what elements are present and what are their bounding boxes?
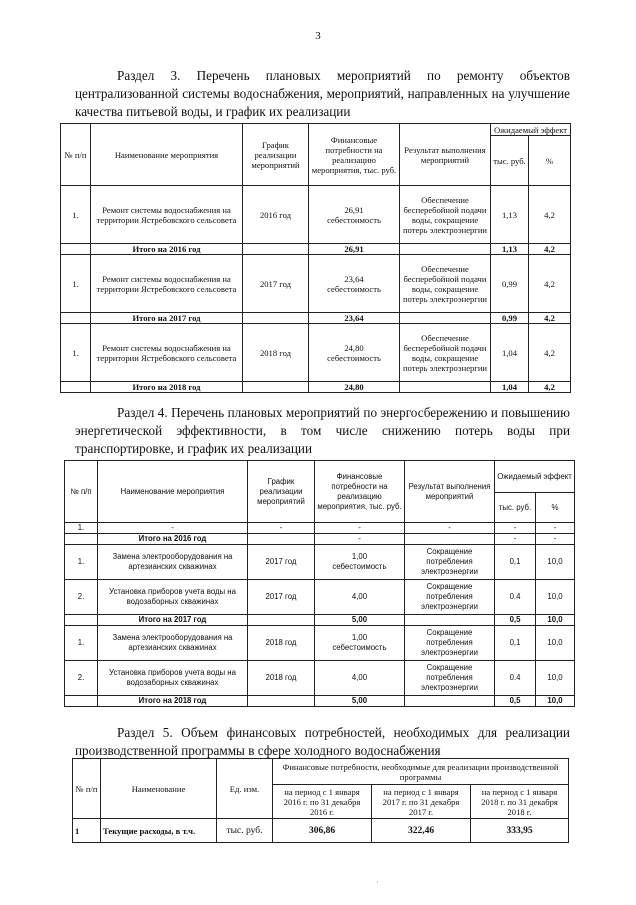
col-num-header: № п/п — [65, 461, 98, 523]
table-row: 1. Ремонт системы водоснабжения на территории Ястребовского сельсовета 2017 год 23,64 себестоимость Обеспечение бесперебойной подачи воды, сокращение потерь электроэнергии 0,99 4,2 — [61, 255, 571, 313]
page-number: 3 — [315, 30, 321, 42]
col-unit-header: Ед. изм. — [217, 759, 273, 819]
col-effect-header: Ожидаемый эффект — [495, 461, 575, 493]
col-finance-header: Финансовые потребности, необходимые для реализации производственной программы — [273, 759, 569, 785]
total-row: Итого на 2018 год 24,80 1,04 4,2 — [61, 382, 571, 393]
section-5-table — [72, 758, 569, 843]
col-period-2016-header: на период с 1 января 2016 г. по 31 декабря 2016 г. — [273, 785, 372, 819]
section-5-heading: Раздел 5. Объем финансовых потребностей, необходимых для реализации производственной программы в сфере холодного водоснабжения — [75, 725, 570, 758]
table-row: 1. - - - - - - — [65, 523, 575, 534]
total-row: Итого на 2017 год 23,64 0,99 4,2 — [61, 313, 571, 324]
section-4-heading: Раздел 4. Перечень плановых мероприятий по энергосбережению и повышению энергетической эффективности, в том числе снижению потерь воды при транспортировке, и график их реализации — [75, 405, 570, 456]
section-4-table — [64, 460, 575, 707]
table-row: 1. Замена электрооборудования на артезианских скважинах 2018 год 1,00 себестоимость Сокращение потребления электроэнергии 0,1 10,0 — [65, 626, 575, 661]
section-3-table — [60, 123, 571, 393]
total-row: Итого на 2017 год 5,00 0,5 10,0 — [65, 615, 575, 626]
col-rub-header: тыс. руб. — [491, 136, 529, 186]
col-name-header: Наименование мероприятия — [91, 124, 243, 186]
table-row: 1. Замена электрооборудования на артезианских скважинах 2017 год 1,00 себестоимость Сокращение потребления электроэнергии 0,1 10,0 — [65, 545, 575, 580]
col-period-2018-header: на период с 1 января 2018 г. по 31 декабря 2018 г. — [471, 785, 569, 819]
col-name-header: Наименование мероприятия — [98, 461, 248, 523]
col-name-header: Наименование — [101, 759, 217, 819]
col-result-header: Результат выполнения мероприятий — [400, 124, 491, 186]
table-row: 1 Текущие расходы, в т.ч. тыс. руб. 306,86 322,46 333,95 — [73, 819, 569, 843]
col-pct-header: % — [529, 136, 571, 186]
total-row: Итого на 2018 год 5,00 0,5 10,0 — [65, 696, 575, 707]
table-row: 1. Ремонт системы водоснабжения на территории Ястребовского сельсовета 2018 год 24,80 себестоимость Обеспечение бесперебойной подачи воды, сокращение потерь электроэнергии 1,04 4,2 — [61, 324, 571, 382]
scan-mark: · — [376, 878, 379, 887]
col-pct-header: % — [536, 493, 575, 523]
total-row: Итого на 2016 год 26,91 1,13 4,2 — [61, 244, 571, 255]
total-row: Итого на 2016 год - - - — [65, 534, 575, 545]
col-num-header: № п/п — [61, 124, 91, 186]
col-period-2017-header: на период с 1 января 2017 г. по 31 декабря 2017 г. — [372, 785, 471, 819]
col-schedule-header: График реализации мероприятий — [248, 461, 315, 523]
col-finance-header: Финансовые потребности на реализацию мероприятия, тыс. руб. — [315, 461, 405, 523]
table-row: 2. Установка приборов учета воды на водозаборных скважинах 2017 год 4,00 Сокращение потребления электроэнергии 0.4 10,0 — [65, 580, 575, 615]
col-num-header: № п/п — [73, 759, 101, 819]
col-effect-header: Ожидаемый эффект — [491, 124, 571, 136]
col-rub-header: тыс. руб. — [495, 493, 536, 523]
section-3-heading: Раздел 3. Перечень плановых мероприятий по ремонту объектов централизованной системы водоснабжения, мероприятий, направленных на улучшение качества питьевой воды, и график их реализации — [75, 68, 570, 119]
table-row: 2. Установка приборов учета воды на водозаборных скважинах 2018 год 4,00 Сокращение потребления электроэнергии 0.4 10,0 — [65, 661, 575, 696]
col-schedule-header: График реализации мероприятий — [243, 124, 309, 186]
col-result-header: Результат выполнения мероприятий — [405, 461, 495, 523]
table-row: 1. Ремонт системы водоснабжения на территории Ястребовского сельсовета 2016 год 26,91 себестоимость Обеспечение бесперебойной подачи воды, сокращение потерь электроэнергии 1,13 4,2 — [61, 186, 571, 244]
col-finance-header: Финансовые потребности на реализацию мероприятия, тыс. руб. — [309, 124, 400, 186]
